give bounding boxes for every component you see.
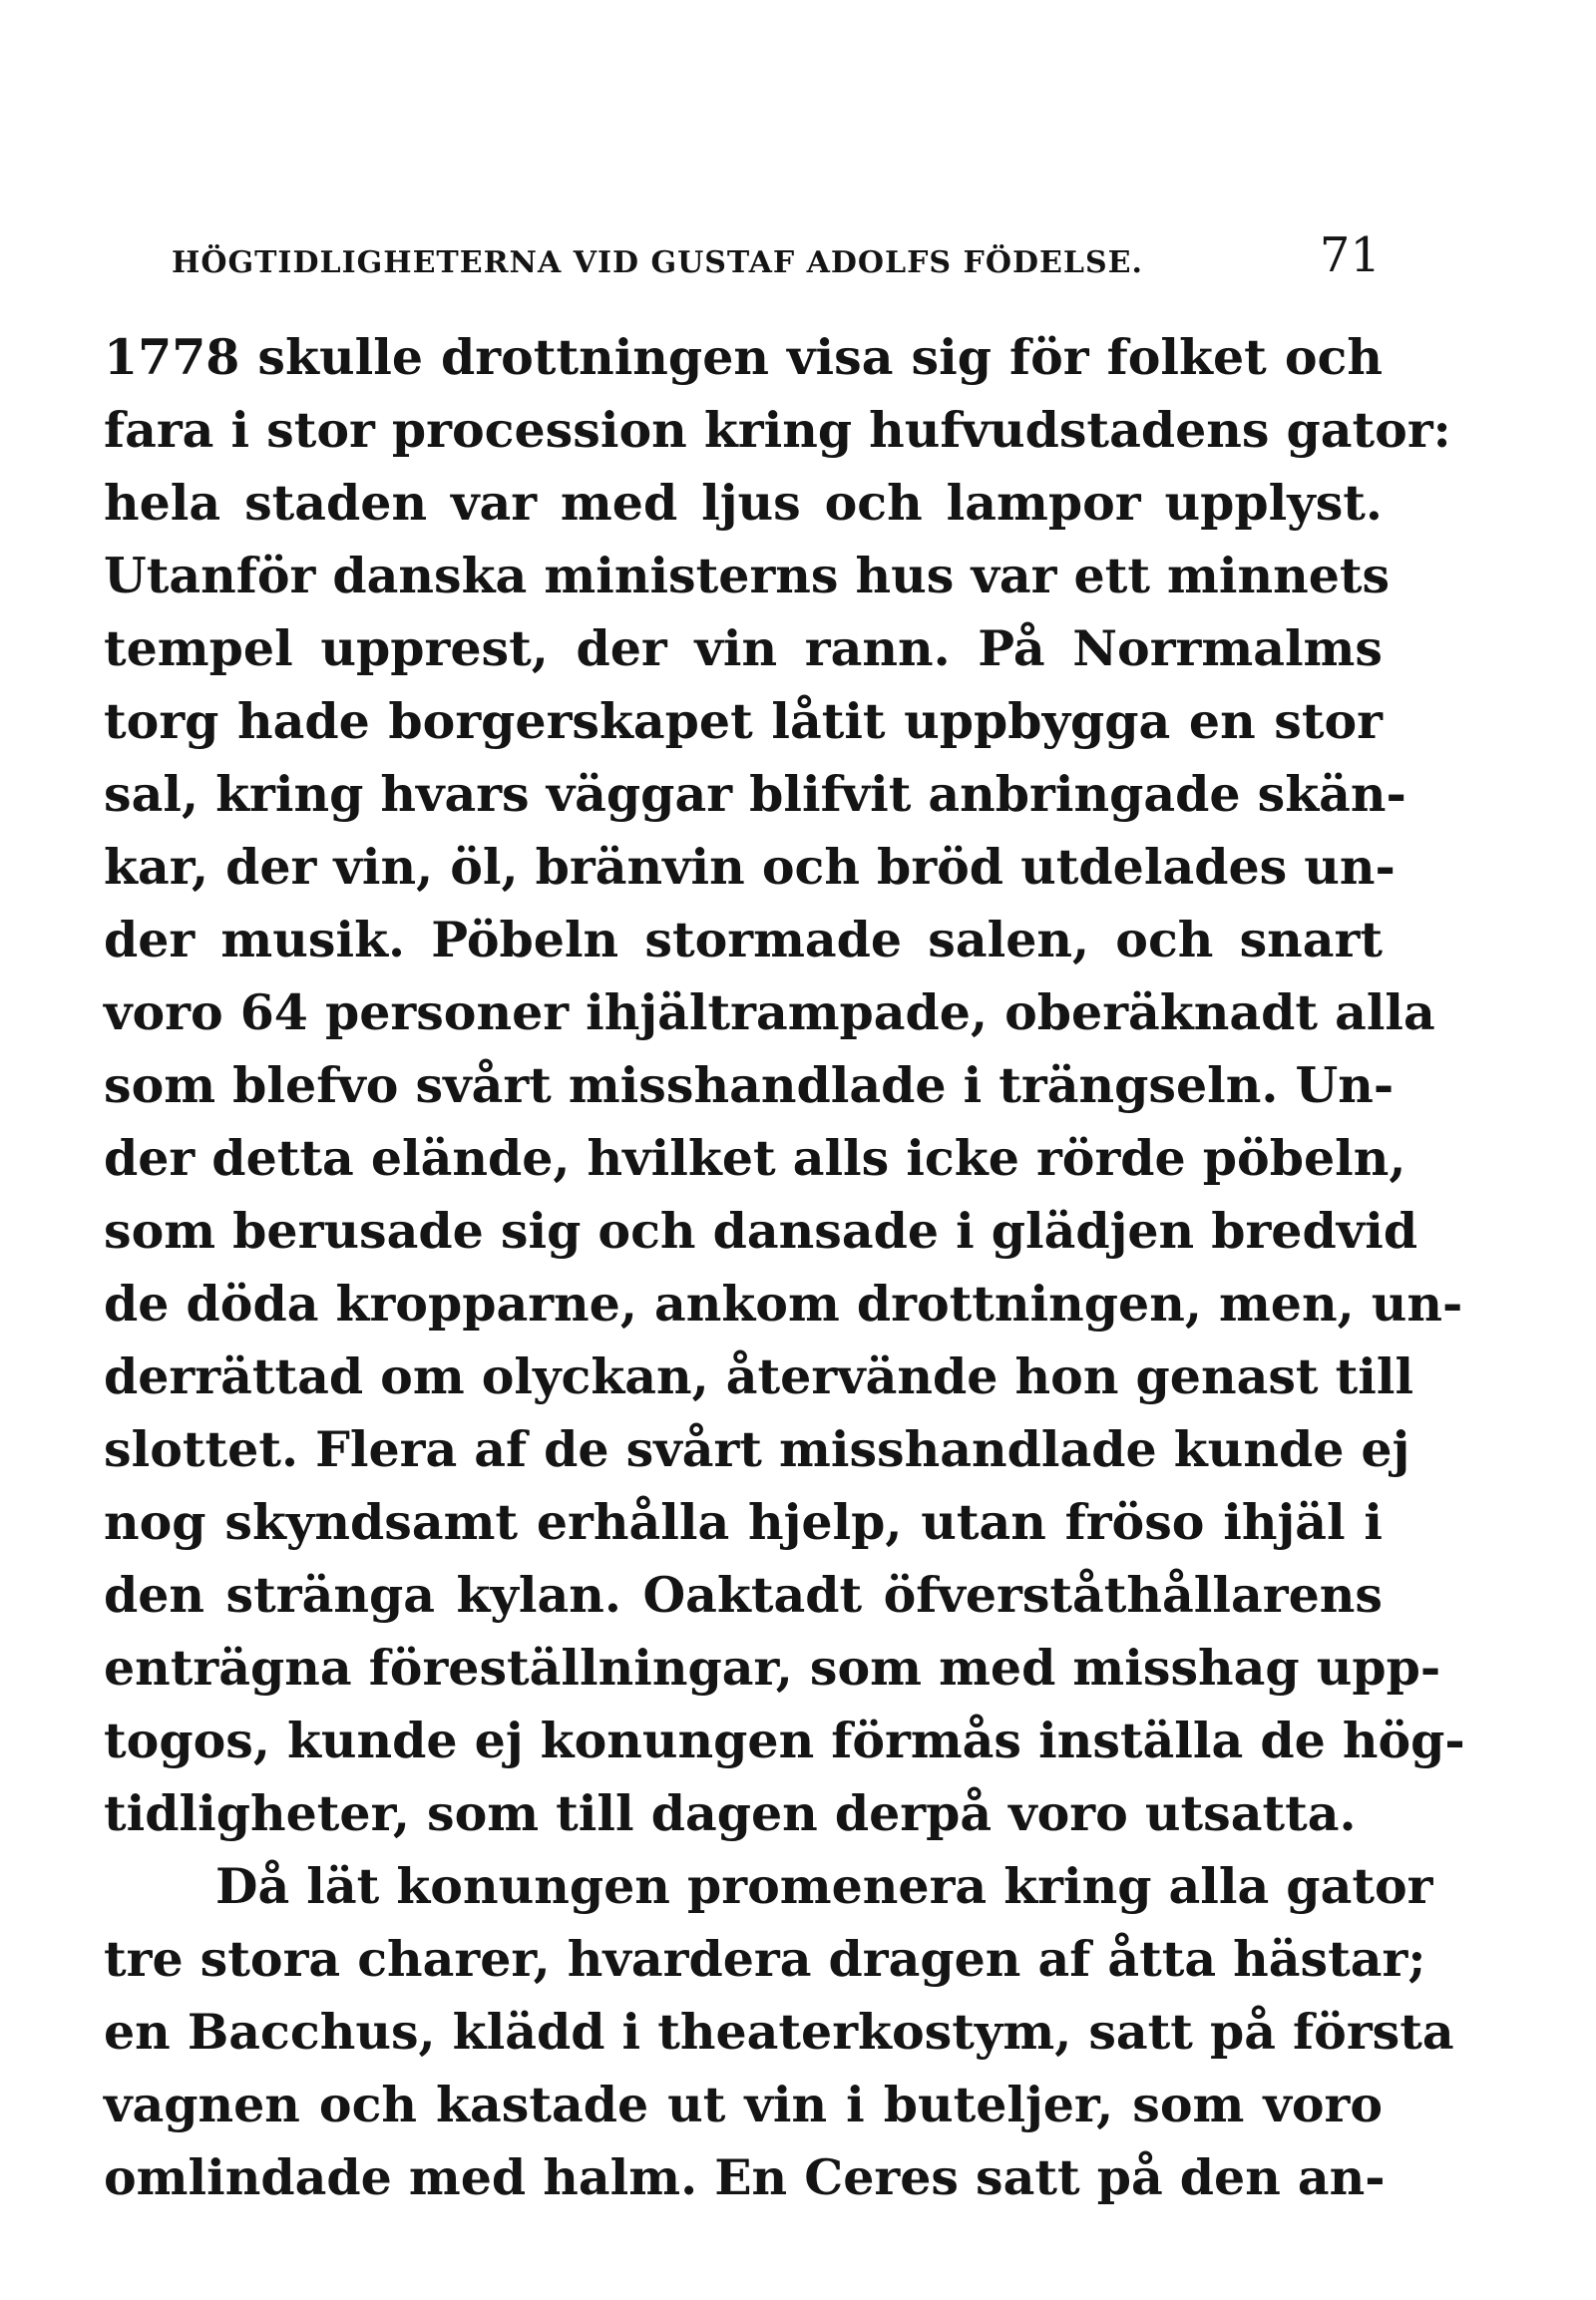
text-line: nog skyndsamt erhålla hjelp, utan fröso ihjäl i: [104, 1493, 1383, 1551]
text-line: derrättad om olyckan, återvände hon genast till: [104, 1347, 1414, 1405]
text-line: vagnen och kastade ut vin i buteljer, som voro: [104, 2076, 1383, 2133]
paragraph-2: [104, 1850, 1454, 2214]
text-line: der detta elände, hvilket alls icke rörde pöbeln,: [104, 1129, 1406, 1187]
body-text: [104, 321, 1465, 2214]
text-line: der musik. Pöbeln stormade salen, och snart: [104, 911, 1383, 968]
text-line: tempel upprest, der vin rann. På Norrmalms: [104, 619, 1383, 677]
text-line: hela staden var med ljus och lampor upplyst.: [104, 474, 1383, 532]
text-line: fara i stor procession kring hufvudstadens gator:: [104, 401, 1451, 459]
text-line: omlindade med halm. En Ceres satt på den an-: [104, 2148, 1386, 2206]
text-line: voro 64 personer ihjältrampade, oberäknadt alla: [104, 983, 1435, 1041]
text-line: 1778 skulle drottningen visa sig för folket och: [104, 328, 1383, 386]
page-number: 71: [1319, 227, 1381, 283]
text-line: enträgna föreställningar, som med misshag upp-: [104, 1639, 1441, 1697]
text-line: en Bacchus, klädd i theaterkostym, satt på första: [104, 2003, 1454, 2061]
text-line: tre stora charer, hvardera dragen af åtta hästar;: [104, 1930, 1426, 1988]
text-line: togos, kunde ej konungen förmås inställa de hög-: [104, 1712, 1465, 1769]
text-line: slottet. Flera af de svårt misshandlade kunde ej: [104, 1420, 1410, 1478]
text-line: den stränga kylan. Oaktadt öfverståthållarens: [104, 1566, 1383, 1624]
text-line: som berusade sig och dansade i glädjen bredvid: [104, 1202, 1418, 1260]
text-line: kar, der vin, öl, bränvin och bröd utdelades un-: [104, 838, 1396, 896]
text-line: sal, kring hvars väggar blifvit anbringade skän-: [104, 765, 1406, 823]
text-line: torg hade borgerskapet låtit uppbygga en stor: [104, 692, 1383, 750]
running-head-title: HÖGTIDLIGHETERNA VID GUSTAF ADOLFS FÖDELSE.: [172, 245, 1143, 280]
paragraph-1: [104, 321, 1465, 1850]
text-line: Utanför danska ministerns hus var ett minnets: [104, 547, 1391, 604]
text-line: som blefvo svårt misshandlade i trängseln. Un-: [104, 1056, 1395, 1114]
text-line: tidligheter, som till dagen derpå voro utsatta.: [104, 1784, 1357, 1842]
text-line: de döda kropparne, ankom drottningen, men, un-: [104, 1275, 1463, 1333]
text-line: Då lät konungen promenera kring alla gator: [215, 1857, 1433, 1915]
running-head: [172, 227, 1381, 297]
